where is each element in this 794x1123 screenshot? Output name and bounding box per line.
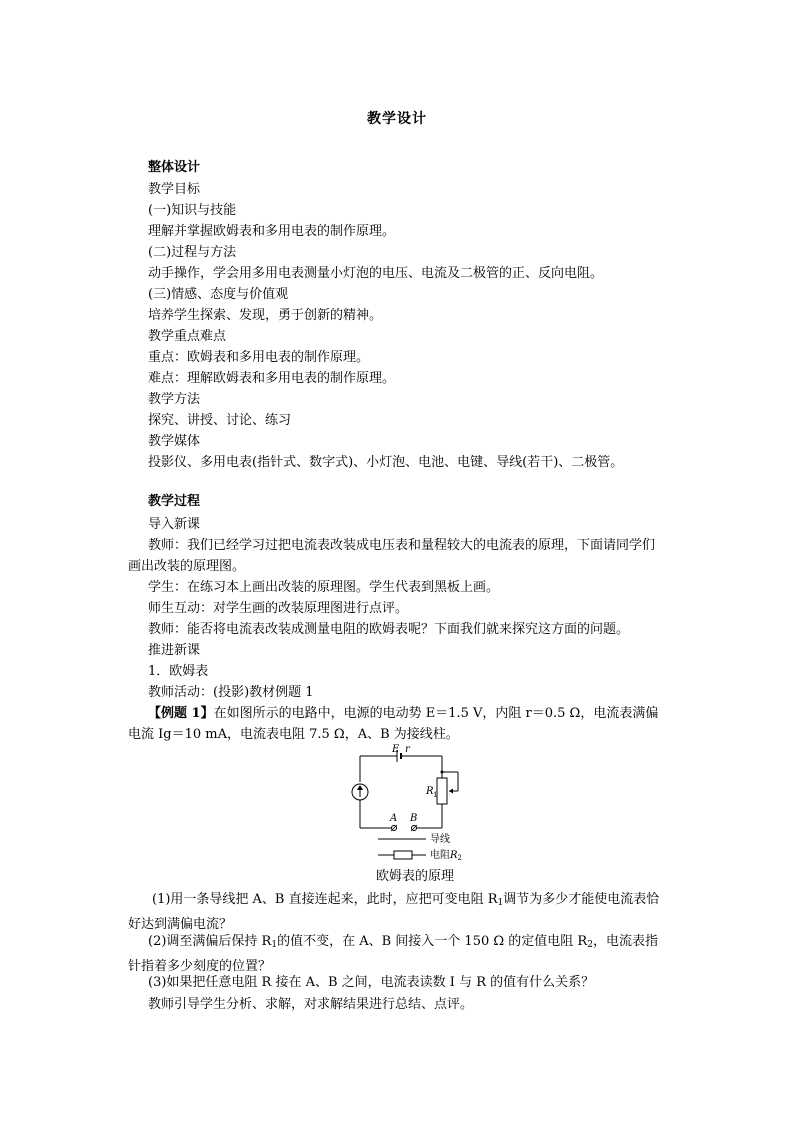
question-2-sub-1: 1 (271, 940, 278, 950)
question-2 (128, 931, 660, 977)
legend-wire-label: 导线 (430, 834, 450, 845)
circuit-diagram (340, 742, 490, 870)
section-heading-1: 1．欧姆表 (148, 664, 209, 679)
difficult-point: 难点：理解欧姆表和多用电表的制作原理。 (148, 371, 396, 386)
question-1-part-b: 调节为多少才能使电流表恰好达到满偏电流？ (128, 892, 660, 932)
knowledge-label: (一)知识与技能 (148, 203, 237, 218)
legend-resistor-sub: 2 (457, 854, 462, 862)
overall-heading: 整体设计 (148, 160, 201, 175)
teacher-guide: 教师引导学生分析、求解，对求解结果进行总结、点评。 (148, 997, 474, 1012)
question-2-sub-2: 2 (587, 940, 593, 950)
label-r: r (405, 744, 410, 755)
ammeter-arrow (357, 785, 363, 790)
media-label: 教学媒体 (148, 434, 201, 449)
process-heading: 教学过程 (148, 494, 201, 509)
resistor-r1 (437, 778, 447, 804)
process-text: 动手操作，学会用多用电表测量小灯泡的电压、电流及二极管的正、反向电阻。 (148, 266, 604, 281)
question-2-part-c: ，电流表指针指着多少刻度的位置？ (128, 934, 658, 974)
legend-resistor-word: 电阻 (430, 850, 450, 861)
method-text: 探究、讲授、讨论、练习 (148, 413, 292, 428)
goals-label: 教学目标 (148, 182, 201, 197)
question-1-part-a: (1)用一条导线把 A、B 直接连起来，此时，应把可变电阻 R (152, 892, 498, 907)
question-2-part-a: (2)调至满偏后保持 R (148, 934, 272, 949)
emotion-label: (三)情感、态度与价值观 (148, 287, 289, 302)
teacher-paragraph-1: 教师：我们已经学习过把电流表改装成电压表和量程较大的电流表的原理，下面请同学们画出改装的原理图。 (128, 538, 656, 574)
label-a: A (390, 813, 398, 824)
activity-line: 教师活动：(投影)教材例题 1 (148, 685, 314, 700)
question-2-part-b: 的值不变，在 A、B 间接入一个 150 Ω 的定值电阻 R (277, 934, 588, 949)
label-r1-sub: 1 (433, 791, 438, 799)
advance-label: 推进新课 (148, 643, 201, 658)
media-text: 投影仪、多用电表(指针式、数字式)、小灯泡、电池、电键、导线(若干)、二极管。 (148, 455, 624, 470)
label-b: B (410, 813, 418, 824)
teacher-paragraph-2: 教师：能否将电流表改装成测量电阻的欧姆表呢？下面我们就来探究这方面的问题。 (148, 622, 630, 637)
example-text: 在如图所示的电路中，电源的电动势 E＝1.5 V，内阻 r＝0.5 Ω，电流表满偏电流 Ig＝10 mA，电流表电阻 7.5 Ω，A、B 为接线柱。 (128, 706, 659, 742)
example-paragraph (128, 703, 660, 745)
key-label: 教学重点难点 (148, 329, 227, 344)
junction-dot (441, 771, 444, 774)
legend-resistor-r: R (450, 850, 458, 861)
label-r1: R (426, 786, 434, 797)
question-1 (128, 889, 660, 935)
question-3: (3)如果把任意电阻 R 接在 A、B 之间，电流表读数 I 与 R 的值有什么关系？ (148, 975, 595, 990)
legend-resistor-symbol (394, 851, 412, 859)
legend-resistor-label (430, 848, 462, 862)
method-label: 教学方法 (148, 392, 201, 407)
label-e: E (392, 744, 400, 755)
knowledge-text: 理解并掌握欧姆表和多用电表的制作原理。 (148, 224, 396, 239)
emotion-text: 培养学生探索、发现，勇于创新的精神。 (148, 308, 383, 323)
key-point: 重点：欧姆表和多用电表的制作原理。 (148, 350, 370, 365)
interact-paragraph-1: 师生互动：对学生画的改装原理图进行点评。 (148, 601, 409, 616)
student-paragraph-1: 学生：在练习本上画出改装的原理图。学生代表到黑板上画。 (148, 580, 500, 595)
process-label: (二)过程与方法 (148, 245, 237, 260)
slider-arrowhead (449, 789, 453, 794)
question-1-sub: 1 (497, 898, 504, 908)
page-title: 教学设计 (367, 111, 427, 127)
figure-caption: 欧姆表的原理 (375, 869, 454, 884)
example-lead: 【例题 1】 (148, 706, 214, 721)
intro-label: 导入新课 (148, 517, 201, 532)
